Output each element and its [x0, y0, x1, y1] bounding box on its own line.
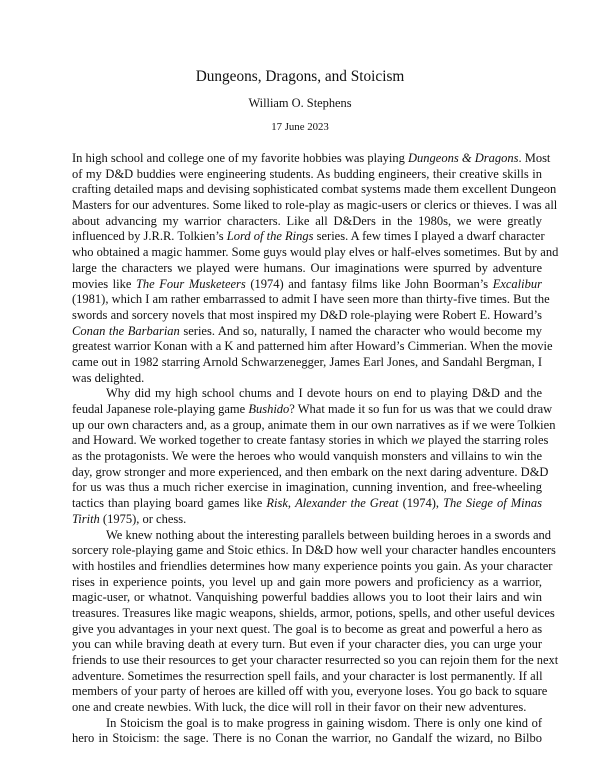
text-run: about advancing my warrior characters. Like all D&Ders in the 1980s, we were greatly	[72, 213, 542, 228]
paragraph-line	[72, 543, 556, 559]
text-run: movies like	[72, 276, 136, 291]
paragraph-line	[72, 417, 556, 434]
paragraph-line	[72, 261, 542, 277]
text-run: came out in 1982 starring Arnold Schwarzenegger, James Earl Jones, and Sandahl Bergman, I	[72, 354, 542, 369]
text-run: you can while braving death at every turn. But even if your character dies, you can urge your	[72, 637, 542, 652]
text-run: Masters for our adventures. Some liked to role-play as magic-users or clerics or thieves. I was all	[72, 198, 558, 213]
paragraph-line	[72, 324, 542, 340]
paragraph-line	[72, 700, 542, 716]
paragraph-line	[72, 605, 555, 622]
text-run: feudal Japanese role-playing game	[72, 402, 249, 416]
document-title: Dungeons, Dragons, and Stoicism	[195, 68, 405, 85]
paragraph	[72, 386, 556, 527]
text-run: greatest warrior Konan with a K and patterned him after Howard’s Cimmerian. When the movie	[72, 339, 553, 354]
text-run: large the characters we played were humans. Our imaginations were spurred by adventure	[72, 260, 542, 275]
italic-text: The Siege of Minas	[443, 496, 542, 511]
paragraph-line	[72, 575, 542, 591]
text-run: day, grow stronger and more experienced, and then embark on the next daring adventure. D&D	[72, 464, 549, 479]
paragraph-line	[72, 386, 542, 402]
text-run: swords and sorcery novels that most inspired my D&D role-playing were Robert E. Howard’s	[72, 307, 542, 322]
text-run: (1975), or chess.	[99, 511, 187, 526]
italic-text: we	[410, 433, 425, 448]
paragraph-line	[72, 653, 559, 669]
paragraph-line	[72, 637, 542, 653]
text-run: ,	[287, 496, 296, 511]
italic-text: Alexander the Great	[295, 496, 399, 511]
italic-text: Risk	[266, 496, 288, 511]
text-run: . Most	[518, 151, 551, 165]
paragraph-line	[72, 355, 542, 371]
text-run: series. And so, naturally, I named the character who would become my	[179, 323, 543, 338]
text-run: one and create newbies. With luck, the dice will roll in their favor on their new adventures.	[72, 700, 527, 715]
paragraph-line	[72, 449, 542, 465]
text-run: In high school and college one of my favorite hobbies was playing	[72, 151, 409, 165]
text-run: ? What made it so fun for us was that we could draw	[289, 402, 553, 416]
paragraph-line	[72, 214, 542, 230]
paragraph	[72, 716, 542, 747]
text-run: members of your party of heroes are killed off with you, everyone loses. You go back to square	[72, 684, 548, 699]
paragraph	[72, 151, 559, 386]
document-author: William O. Stephens	[248, 96, 352, 110]
text-run: (1974),	[398, 496, 444, 511]
text-run: with hostiles and friendlies determines how many experience points you gain. As your character	[72, 558, 553, 573]
paragraph-line	[72, 151, 551, 167]
text-run: rises in experience points, you level up and gain more powers and proficiency as a warrior,	[72, 574, 542, 589]
text-run: as the protagonists. We were the heroes who would vanquish monsters and villains to win the	[72, 449, 542, 464]
paragraph-line	[72, 433, 549, 449]
text-run: of my D&D buddies were engineering students. As budding engineers, their creative skills in	[72, 166, 542, 181]
paragraph-line	[72, 198, 558, 214]
text-run: treasures. Treasures like magic weapons, shields, armor, potions, spells, and other useful devices	[72, 605, 555, 620]
text-run: adventure. Sometimes the resurrection spell fails, and your character is lost permanently. If all	[72, 668, 543, 683]
text-run: We knew nothing about the interesting parallels between building heroes in a swords and	[106, 527, 552, 542]
italic-text: Tirith	[72, 511, 100, 526]
italic-text: Bushido	[248, 402, 290, 416]
text-run: sorcery role-playing game and Stoic ethics. In D&D how well your character handles encounters	[72, 543, 556, 558]
paragraph-line	[72, 182, 557, 198]
paragraph-line	[72, 590, 542, 606]
paragraph-line	[72, 558, 553, 575]
paragraph-line	[72, 339, 553, 355]
paragraph-line	[72, 229, 545, 245]
text-run: Why did my high school chums and I devote hours on end to playing D&D and the	[106, 386, 542, 401]
text-run: who obtained a magic hammer. Some guys would play elves or half-elves sometimes. But by and	[72, 245, 559, 260]
text-run: tactics than playing board games like	[72, 496, 267, 511]
text-run: (1981), which I am rather embarrassed to admit I have seen more than thirty-five times. But the	[72, 292, 550, 307]
document-date: 17 June 2023	[271, 121, 329, 133]
italic-text: Dungeons & Dragons	[408, 151, 519, 165]
paragraph-line	[72, 684, 548, 700]
paragraph-line	[72, 167, 542, 183]
text-run: magic-user, or whatnot. Vanquishing powerful baddies allows you to loot their lairs and win	[72, 590, 542, 605]
paragraph-line	[72, 716, 542, 732]
paragraph-line	[72, 464, 549, 481]
paragraph	[72, 527, 559, 716]
paragraph-line	[72, 622, 542, 638]
text-run: and Howard. We worked together to create fantasy stories in which	[72, 433, 411, 448]
text-run: up our own characters and, as a group, animate them in our own narratives as if we were Tolkien	[72, 417, 556, 432]
text-run: friends to use their resources to get your character resurrected so you can rejoin them for the next	[72, 653, 559, 667]
text-run: played the starring roles	[424, 433, 549, 448]
paragraph-line	[72, 496, 542, 512]
text-run: give you advantages in your next quest. The goal is to become as great and powerful a hero as	[72, 621, 543, 636]
text-run: was delighted.	[72, 370, 145, 385]
document-body	[72, 151, 559, 747]
text-run: for us was thus a much richer exercise in imagination, cunning invention, and free-wheeling	[72, 480, 542, 495]
text-run: influenced by J.R.R. Tolkien’s	[72, 229, 227, 244]
italic-text: The Four Musketeers	[135, 276, 246, 291]
italic-text: Lord of the Rings	[226, 229, 314, 244]
paragraph-line	[72, 371, 542, 387]
paragraph-line	[72, 480, 542, 496]
paragraph-line	[72, 512, 542, 528]
text-run: hero in Stoicism: the sage. There is no Conan the warrior, no Gandalf the wizard, no Bilbo	[72, 731, 542, 746]
text-run: series. A few times I played a dwarf character	[313, 229, 545, 244]
text-run: In Stoicism the goal is to make progress in gaining wisdom. There is only one kind of	[106, 715, 542, 730]
paragraph-line	[72, 731, 542, 747]
paragraph-line	[72, 245, 559, 261]
text-run: crafting detailed maps and devising sophisticated combat systems made them excellent Dungeon	[72, 182, 557, 197]
paragraph-line	[72, 292, 550, 308]
paragraph-line	[72, 277, 542, 293]
italic-text: Excalibur	[492, 276, 542, 291]
paragraph-line	[72, 527, 552, 544]
paragraph-line	[72, 402, 553, 418]
paragraph-line	[72, 308, 542, 324]
paragraph-line	[72, 669, 542, 685]
text-run: (1974) and fantasy films like John Boorman’s	[245, 276, 493, 291]
italic-text: Conan the Barbarian	[72, 323, 180, 338]
